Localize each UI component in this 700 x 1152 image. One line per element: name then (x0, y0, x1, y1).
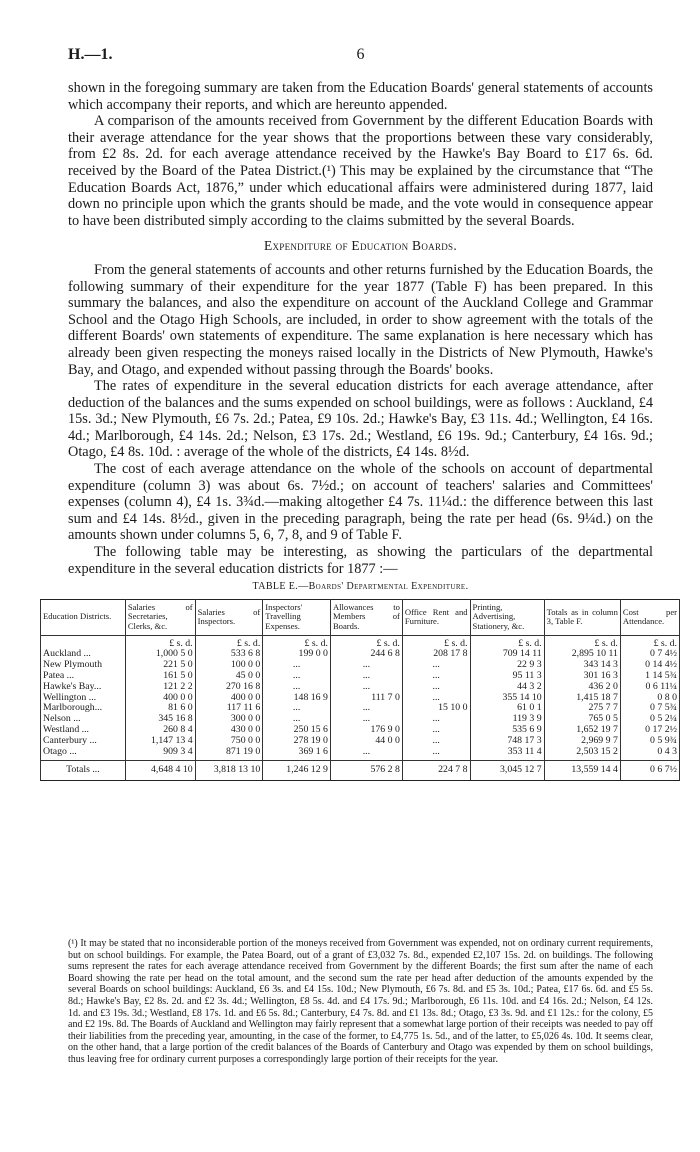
section-heading: Expenditure of Education Boards. (263, 238, 458, 254)
table-cell: 576 2 8 (330, 761, 402, 781)
column-header: Salaries of Secretaries, Clerks, &c. (125, 599, 195, 635)
table-cell: 748 17 3 (470, 736, 544, 747)
table-cell: £ s. d. (125, 635, 195, 649)
column-header: Allowances to Members of Boards. (330, 599, 402, 635)
table-cell: £ s. d. (544, 635, 620, 649)
table-caption-prefix: TABLE E.— (252, 581, 309, 593)
table-row (41, 703, 680, 714)
table-row (41, 747, 680, 761)
column-header: Education Districts. (41, 599, 126, 635)
table-cell: ... (402, 747, 470, 761)
table-caption-title: Boards' Departmental Expenditure. (308, 581, 469, 593)
table-cell: 61 0 1 (470, 703, 544, 714)
district-name: Auckland ... (41, 649, 126, 660)
table-cell: 161 5 0 (125, 671, 195, 682)
table-cell: 430 0 0 (195, 725, 263, 736)
column-header: Totals as in column 3, Table F. (544, 599, 620, 635)
table-cell: 221 5 0 (125, 660, 195, 671)
table-cell: ... (402, 736, 470, 747)
table-cell: 250 15 6 (263, 725, 331, 736)
paragraph: A comparison of the amounts received from Government by the different Education Boards with their average attendance for the year shows that the proportions between these vary considerably, from £2 8s. 2d. for each average attendance received by the Hawke's Bay Board to £17 6s. 6d. received by the Board of the Patea District.(¹) This may be explained by the circumstance that “The Education Boards Act, 1876,” under which educational affairs were administered during 1877, laid down no principle upon which the grants should be made, and the vote would in consequence appear to have been distributed simply according to the claims submitted by the several Boards. (68, 113, 653, 229)
table-cell: 244 6 8 (330, 649, 402, 660)
table-cell: 224 7 8 (402, 761, 470, 781)
table-unit-row (41, 635, 680, 649)
table-cell: 535 6 9 (470, 725, 544, 736)
totals-label: Totals ... (41, 761, 126, 781)
table-cell: ... (402, 725, 470, 736)
table-cell: ... (330, 660, 402, 671)
table-cell: 345 16 8 (125, 714, 195, 725)
table-cell: 275 7 7 (544, 703, 620, 714)
table-cell: 148 16 9 (263, 693, 331, 704)
table-cell: 1 14 5¾ (620, 671, 679, 682)
table-cell: 100 0 0 (195, 660, 263, 671)
table-cell: £ s. d. (195, 635, 263, 649)
table-cell: 301 16 3 (544, 671, 620, 682)
table-cell: 15 10 0 (402, 703, 470, 714)
table-row (41, 682, 680, 693)
column-header: Inspectors' Travelling Expenses. (263, 599, 331, 635)
table-cell: ... (402, 682, 470, 693)
table-row (41, 671, 680, 682)
paragraph: shown in the foregoing summary are taken from the Education Boards' general statements of accounts which accompany their reports, and which are hereunto appended. (68, 80, 653, 113)
table-cell: 0 14 4½ (620, 660, 679, 671)
table-cell: 343 14 3 (544, 660, 620, 671)
table-totals-row (41, 761, 680, 781)
table-cell: 44 0 0 (330, 736, 402, 747)
district-name: Wellington ... (41, 693, 126, 704)
table-cell: 400 0 0 (125, 693, 195, 704)
table-cell: ... (330, 682, 402, 693)
table-cell: 260 8 4 (125, 725, 195, 736)
table-cell: 270 16 8 (195, 682, 263, 693)
page-header (68, 46, 653, 66)
table-cell: £ s. d. (470, 635, 544, 649)
table-cell: ... (263, 660, 331, 671)
table-cell: 45 0 0 (195, 671, 263, 682)
table-cell: ... (402, 693, 470, 704)
table-cell: ... (263, 714, 331, 725)
table-cell: ... (402, 660, 470, 671)
district-name: New Plymouth (41, 660, 126, 671)
column-header: Printing, Advertising, Stationery, &c. (470, 599, 544, 635)
paragraph: The rates of expenditure in the several education districts for each average attendance, after deduction of the balances and the sums expended on school buildings, were as follows : Auckland, £4 15s. 3d.; New Plymouth, £6 7s. 2d.; Patea, £9 10s. 2d.; Hawke's Bay, £3 11s. 4d.; Wellington, £4 16s. 4d.; Marlborough, £4 14s. 2d.; Nelson, £3 17s. 2d.; Westland, £6 19s. 9d.; Canterbury, £4 16s. 9d.; Otago, £4 8s. 10d. : average of the whole of the districts, £4 14s. 8½d. (68, 378, 653, 461)
table-cell: 95 11 3 (470, 671, 544, 682)
table-cell: ... (330, 671, 402, 682)
table-cell: 353 11 4 (470, 747, 544, 761)
table-cell: ... (263, 671, 331, 682)
table-cell: 278 19 0 (263, 736, 331, 747)
report-reference: H.—1. (68, 46, 113, 63)
footnote: (¹) It may be stated that no inconsiderable portion of the moneys received from Government was expended, not on ordinary current requirements, but on school buildings. For example, the Patea Board, out of a grant of £3,032 7s. 8d., expended £2,107 15s. 2d. on buildings. The following sums represent the rates for each average attendance received from Government by the different Boards; the first sum after the name of each Board showing the rate per head on the total amount, and the second sum the rate per head after deduction of the amounts expended by the several Boards on school buildings: Auckland, £6 3s. and £4 15s. 10d.; New Plymouth, £6 7s. 8d. and £5 3s. 10d.; Patea, £17 6s. 6d. and £5 5s. 8d.; Hawke's Bay, £2 8s. 2d. and £2 3s. 4d.; Wellington, £8 5s. 4d. and £4 17s. 9d.; Marlborough, £6 11s. 10d. and £4 16s. 2d.; Nelson, £4 12s. 1d. and £3 19s. 3d.; Westland, £8 17s. 1d. and £6 5s. 8d.; Canterbury, £4 7s. 8d. and £1 13s. 8d.; Otago, £3 3s. 9d. and £1 12s.: for the colony, £5 and £2 19s. 8d. The Boards of Auckland and Wellington may fairly represent that a somewhat large portion of their receipts was needed to pay off their liabilities from the preceding year, amounting, in the case of the former, to £4,775 1s. 5d., and of the latter, to £5,026 4s. 10d. It seems clear, on the other hand, that a large portion of the credit balances of the Boards of Canterbury and Otago was expended by them on school buildings, thus leaving free for ordinary current purposes a correspondingly large portion of their receipts for the year. (68, 938, 653, 1065)
district-name: Nelson ... (41, 714, 126, 725)
district-name: Otago ... (41, 747, 126, 761)
table-cell: 4,648 4 10 (125, 761, 195, 781)
table-cell: 121 2 2 (125, 682, 195, 693)
table-cell: 0 7 5¾ (620, 703, 679, 714)
table-cell: ... (330, 714, 402, 725)
departmental-expenditure-table (40, 599, 680, 781)
table-cell: 2,969 9 7 (544, 736, 620, 747)
table-cell: 300 0 0 (195, 714, 263, 725)
table-cell: 1,415 18 7 (544, 693, 620, 704)
table-cell: £ s. d. (402, 635, 470, 649)
table-cell: 0 7 4½ (620, 649, 679, 660)
table-cell: 0 8 0 (620, 693, 679, 704)
district-name: Westland ... (41, 725, 126, 736)
table-cell: 765 0 5 (544, 714, 620, 725)
table-cell: ... (330, 747, 402, 761)
table-row (41, 693, 680, 704)
table-cell: 111 7 0 (330, 693, 402, 704)
table-cell: 0 5 9¾ (620, 736, 679, 747)
table-cell: 369 1 6 (263, 747, 331, 761)
table-cell: 13,559 14 4 (544, 761, 620, 781)
table-cell: 0 4 3 (620, 747, 679, 761)
table-cell: 176 9 0 (330, 725, 402, 736)
table-cell: 199 0 0 (263, 649, 331, 660)
table-cell: 2,895 10 11 (544, 649, 620, 660)
table-cell: 22 9 3 (470, 660, 544, 671)
table-cell: 0 6 7½ (620, 761, 679, 781)
table-cell: 1,246 12 9 (263, 761, 331, 781)
table-cell: 44 3 2 (470, 682, 544, 693)
table-cell: 400 0 0 (195, 693, 263, 704)
table-cell: 0 6 11¼ (620, 682, 679, 693)
table-cell: ... (330, 703, 402, 714)
paragraph: The cost of each average attendance on the whole of the schools on account of departmental expenditure (column 3) was about 6s. 7½d.; on account of teachers' salaries and Committees' expenses (column 4), £4 1s. 3¾d.—making altogether £4 7s. 11¼d.: the difference between this last sum and £4 14s. 8½d., given in the preceding paragraph, being the rate per head (6s. 9¼d.) on the amounts shown under columns 5, 6, 7, 8, and 9 of Table F. (68, 461, 653, 544)
table-cell: 533 6 8 (195, 649, 263, 660)
table-cell: 0 17 2½ (620, 725, 679, 736)
table-header-row (41, 599, 680, 635)
paragraph: From the general statements of accounts and other returns furnished by the Education Boards, the following summary of their expenditure for the year 1877 (Table F) has been prepared. In this summary the balances, and also the expenditure on account of the Auckland College and Grammar School and the Otago High Schools, are included, in order to show agreement with the totals of the different Boards' own statements of expenditure. The same explanation is here necessary which has already been given respecting the moneys raised locally in the Districts of New Plymouth, Hawke's Bay, and Otago, and expended without passing through the Boards' books. (68, 261, 653, 378)
table-cell: £ s. d. (263, 635, 331, 649)
table-cell: £ s. d. (330, 635, 402, 649)
table-cell: 3,818 13 10 (195, 761, 263, 781)
district-name: Canterbury ... (41, 736, 126, 747)
table-cell: 1,147 13 4 (125, 736, 195, 747)
table-cell: £ s. d. (620, 635, 679, 649)
table-row (41, 736, 680, 747)
table-caption (68, 579, 653, 596)
paragraph: The following table may be interesting, as showing the particulars of the departmental expenditure in the several education districts for 1877 :— (68, 544, 653, 577)
table-cell: 709 14 11 (470, 649, 544, 660)
table-cell: 436 2 0 (544, 682, 620, 693)
column-header: Cost per Attendance. (620, 599, 679, 635)
table-cell: ... (402, 714, 470, 725)
table-cell: ... (263, 682, 331, 693)
body-text (43, 80, 677, 781)
table-cell: 1,000 5 0 (125, 649, 195, 660)
table-cell: 81 6 0 (125, 703, 195, 714)
page-number: 6 (356, 46, 365, 63)
table-cell: 750 0 0 (195, 736, 263, 747)
column-header: Office Rent and Furniture. (402, 599, 470, 635)
table-cell: ... (402, 671, 470, 682)
district-name: Marlborough... (41, 703, 126, 714)
table-cell: 208 17 8 (402, 649, 470, 660)
table-cell: 2,503 15 2 (544, 747, 620, 761)
table-cell: 1,652 19 7 (544, 725, 620, 736)
table-cell: 3,045 12 7 (470, 761, 544, 781)
table-cell: 909 3 4 (125, 747, 195, 761)
district-name: Hawke's Bay... (41, 682, 126, 693)
table-cell: 119 3 9 (470, 714, 544, 725)
table-cell: 117 11 6 (195, 703, 263, 714)
table-cell: 355 14 10 (470, 693, 544, 704)
table-cell (41, 635, 126, 649)
table-cell: ... (263, 703, 331, 714)
table-cell: 871 19 0 (195, 747, 263, 761)
table-cell: 0 5 2¼ (620, 714, 679, 725)
district-name: Patea ... (41, 671, 126, 682)
column-header: Salaries of Inspectors. (195, 599, 263, 635)
